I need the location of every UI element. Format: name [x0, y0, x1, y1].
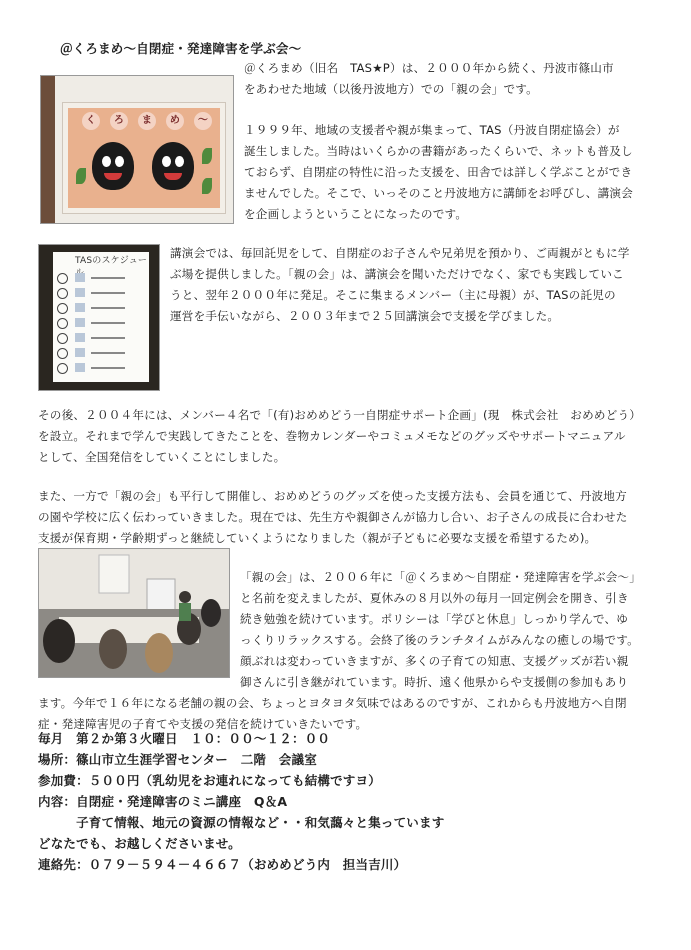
- intro-line: をあわせた地域（以後丹波地方）での「親の会」です。: [244, 82, 538, 96]
- para5-line: と名前を変えましたが、夏休みの８月以外の毎月一回定例会を開き、引き: [240, 591, 629, 605]
- para4-line: また、一方で「親の会」も平行して開催し、おめめどうのグッズを使った支援方法も、会員を通じて、丹波地方: [38, 489, 627, 503]
- info-content-extra: 子育て情報、地元の資源の情報など・・和気藹々と集っています: [38, 815, 445, 830]
- info-welcome: どなたでも、お越しくださいませ。: [38, 836, 241, 851]
- para3-line: を設立。それまで学んで実践してきたことを、巻物カレンダーやコミュメモなどのグッズやサポートマニュアル: [38, 429, 626, 443]
- meeting-info: [38, 728, 444, 875]
- intro-line: ＠くろまめ（旧名 TAS★P）は、２０００年から続く、丹波市篠山市: [244, 61, 614, 75]
- info-contact: 連絡先：０７９－５９４－４６６７（おめめどう内 担当吉川）: [38, 857, 407, 872]
- para2-line: 運営を手伝いながら、２００３年まで２５回講演会で支援を学びました。: [170, 309, 560, 323]
- para2-line: 講演会では、毎回託児をして、自閉症のお子さんや兄弟児を預かり、ご両親がともに学: [170, 246, 630, 260]
- para5-line: 症・発達障害児の子育てや支援の発信を続けていきたいです。: [38, 717, 368, 731]
- para1-line: ませんでした。そこで、いっそのこと丹波地方に講師をお呼びし、講演会: [244, 186, 633, 200]
- para2-line: うと、翌年２０００年に発足。そこに集まるメンバー（主に母親）が、TASの託児の: [170, 288, 616, 302]
- kuromame-sign-photo: [40, 75, 234, 224]
- para4-line: の園や学校に広く伝わっていきました。現在では、先生方や親御さんが協力し合い、お子さんの成長に合わせた: [38, 510, 628, 524]
- schedule-photo: [38, 244, 160, 391]
- info-content: 内容：自閉症・発達障害のミニ講座 Q＆A: [38, 794, 288, 809]
- para5-line: 御さんに引き継がれています。時折、遠く他県からや支援側の参加もあり: [240, 675, 629, 689]
- para5-line: 続き勉強を続けています。ポリシーは「学びと休息」しっかり学んで、ゆ: [240, 612, 629, 626]
- schedule-title: TASのスケジュー: [75, 256, 148, 266]
- para5-line: っくりリラックスする。会終了後のランチタイムがみんなの癒しの場です。: [240, 633, 639, 647]
- para2-line: ぶ場を提供しました。「親の会」は、講演会を聞いただけでなく、家でも実践していこ: [170, 267, 624, 281]
- para5-line: 顔ぶれは変わっていきますが、多くの子育ての知恵、支援グッズが若い親: [240, 654, 629, 668]
- meeting-photo: [38, 548, 230, 678]
- para4-line: 支援が保育期・学齢期ずっと継続していくようになりました（親が子どもに必要な支援を希望するため)。: [38, 531, 597, 545]
- info-fee: 参加費：５００円（乳幼児をお連れになっても結構ですヨ）: [38, 773, 381, 788]
- page-title: ＠くろまめ～自閉症・発達障害を学ぶ会～: [60, 41, 302, 56]
- para3-line: として、全国発信をしていくことにしました。: [38, 450, 286, 464]
- para1-line: 誕生しました。当時はいくらかの書籍があったくらいで、ネットも普及し: [244, 144, 633, 158]
- info-schedule: 毎月 第２か第３火曜日 １０：００～１２：００: [38, 731, 331, 746]
- sign-letters: く ろ ま め ～: [82, 112, 212, 130]
- para1-line: １９９９年、地域の支援者や親が集まって、TAS（丹波自閉症協会）が: [244, 123, 620, 137]
- para5-line: 「親の会」は、２００６年に「＠くろまめ～自閉症・発達障害を学ぶ会～」: [240, 570, 641, 584]
- para1-line: を企画しようということになったのです。: [244, 207, 468, 221]
- para3-line: その後、２００４年には、メンバー４名で「(有)おめめどう一自閉症サポート企画」(現 株式会社 おめめどう）: [38, 408, 642, 422]
- para1-line: ておらず、自閉症の特性に沿った支援を、田舎では詳しく学ぶことができ: [244, 165, 633, 179]
- para5-line: ます。今年で１６年になる老舗の親の会、ちょっとヨタヨタ気味ではあるのですが、これからも丹波地方へ自閉: [38, 696, 627, 710]
- info-location: 場所：篠山市立生涯学習センター 二階 会議室: [38, 752, 317, 767]
